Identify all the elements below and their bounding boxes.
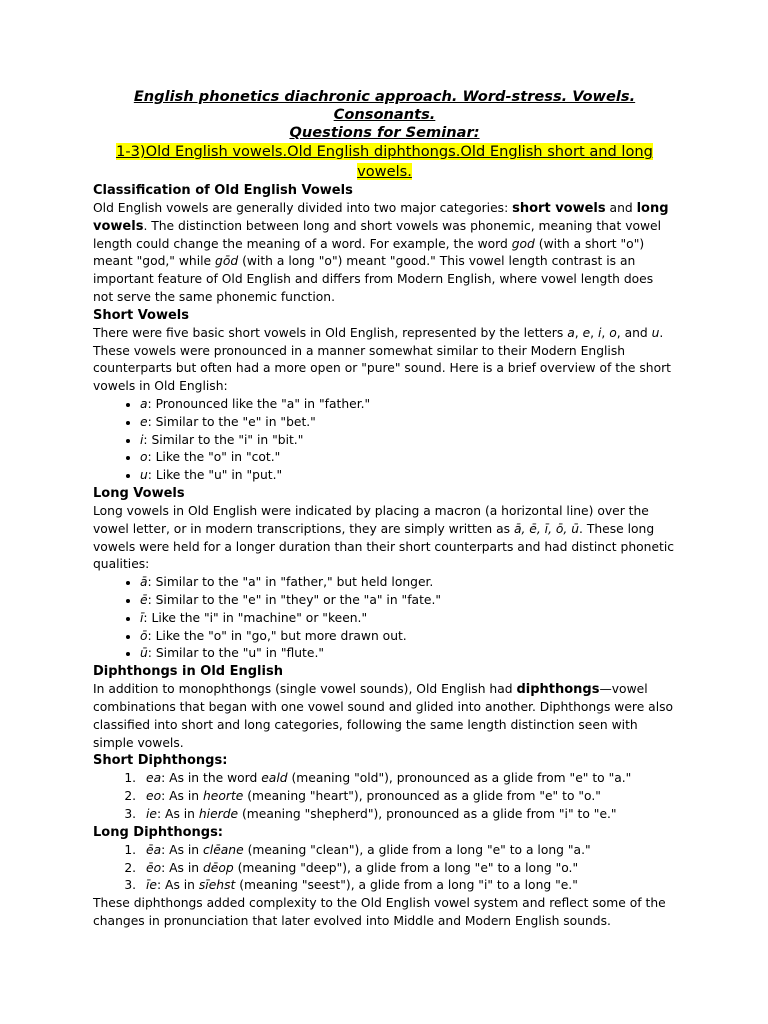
list-item: • a: Pronounced like the "a" in "father." [140,396,676,414]
list-item: • ī: Like the "i" in "machine" or "keen." [140,610,676,628]
paragraph-short-vowels: There were five basic short vowels in Old English, represented by the letters a, e, i, o, and u. These vowels were pronounced in a manner somewhat similar to their Modern English counterparts but often had a more open or "pure" sound. Here is a brief overview of the short vowels in Old English: [93,325,671,394]
list-item: • ā: Similar to the "a" in "father," but held longer. [140,574,676,592]
list-item: 1. ēa: As in clēane (meaning "clean"), a glide from a long "e" to a long "a." [140,842,676,860]
heading-diphthongs: Diphthongs in Old English [93,664,283,680]
list-item: • u: Like the "u" in "put." [140,467,676,485]
list-item: • ē: Similar to the "e" in "they" or the "a" in "fate." [140,592,676,610]
list-item: • o: Like the "o" in "cot." [140,449,676,467]
heading-long-diphthongs: Long Diphthongs: [93,824,224,840]
heading-short-vowels: Short Vowels [93,307,190,323]
title-line-2: Questions for Seminar: [289,124,480,141]
short-diphthongs-list [93,770,676,823]
paragraph-long-vowels: Long vowels in Old English were indicated by placing a macron (a horizontal line) over the vowel letter, or in modern transcriptions, they are simply written as ā, ē, ī, ō, ū. These long vowels were held for a longer duration than their short counterparts and had distinct phonetic qualities: [93,503,675,572]
list-item: 3. īe: As in sīehst (meaning "seest"), a glide from a long "i" to a long "e." [140,877,676,895]
list-item: 1. ea: As in the word eald (meaning "old"), pronounced as a glide from "e" to "a." [140,770,676,788]
long-diphthongs-list [93,842,676,895]
list-item: 2. eo: As in heorte (meaning "heart"), pronounced as a glide from "e" to "o." [140,788,676,806]
list-item: • ū: Similar to the "u" in "flute." [140,645,676,663]
paragraph-closing: These diphthongs added complexity to the Old English vowel system and reflect some of the changes in pronunciation that later evolved into Middle and Modern English sounds. [93,896,666,928]
list-item: • e: Similar to the "e" in "bet." [140,414,676,432]
paragraph-diphthongs: In addition to monophthongs (single vowel sounds), Old English had diphthongs—vowel combinations that began with one vowel sound and glided into another. Diphthongs were also classified into short and long categories, following the same length distinction seen with simple vowels. [93,682,674,750]
heading-short-diphthongs: Short Diphthongs: [93,753,228,769]
heading-long-vowels: Long Vowels [93,485,185,501]
seminar-topic-highlight: 1-3)Old English vowels.Old English diphthongs.Old English short and long vowels. [116,143,653,180]
seminar-topic [103,142,666,182]
title-line-1: English phonetics diachronic approach. Word-stress. Vowels. Consonants. [133,88,636,123]
long-vowels-list [93,574,676,663]
paragraph-classification: Old English vowels are generally divided into two major categories: short vowels and long vowels. The distinction between long and short vowels was phonemic, meaning that vowel length could change the meaning of a word. For example, the word god (with a short "o") meant "god," while gōd (with a long "o") meant "good." This vowel length contrast is an important feature of Old English and differs from Modern English, where vowel length does not serve the same phonemic function. [93,201,669,304]
list-item: 3. ie: As in hierde (meaning "shepherd"), pronounced as a glide from "i" to "e." [140,806,676,824]
heading-classification: Classification of Old English Vowels [93,183,353,198]
document-title [93,88,676,142]
list-item: • ō: Like the "o" in "go," but more drawn out. [140,628,676,646]
short-vowels-list [93,396,676,485]
list-item: 2. ēo: As in dēop (meaning "deep"), a glide from a long "e" to a long "o." [140,860,676,878]
list-item: • i: Similar to the "i" in "bit." [140,432,676,450]
